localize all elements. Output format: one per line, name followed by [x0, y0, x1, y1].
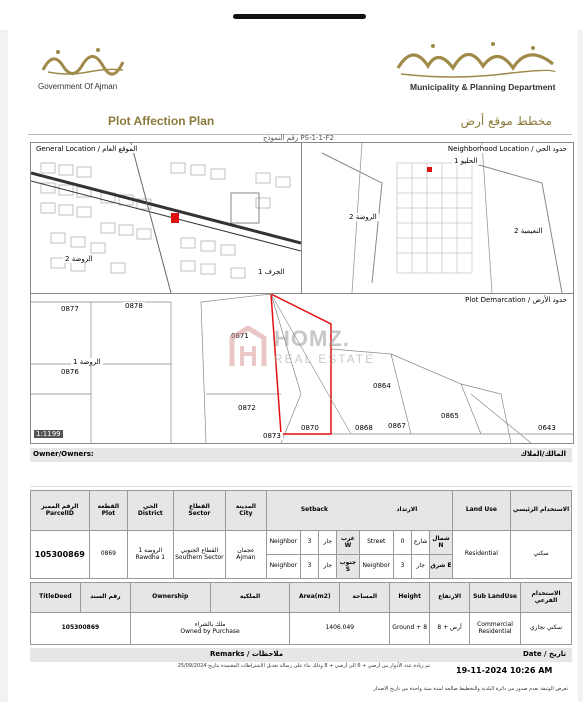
road-label: الروضة 2 — [65, 255, 93, 263]
plot-number-label: 0873 — [263, 432, 281, 440]
setback-cell: 3 — [300, 531, 318, 555]
government-label: Government Of Ajman — [38, 82, 118, 91]
titledeed-value: 105300869 — [31, 613, 131, 645]
plot-number-label: 0871 — [231, 332, 249, 340]
landuse-header-en: Land Use — [452, 491, 511, 531]
sublanduse-value-en: Commercial Residential — [470, 613, 521, 645]
status-area — [0, 0, 583, 30]
titledeed-header-ar: رقم السند — [80, 583, 130, 613]
city-value: عجمان Ajman — [226, 531, 266, 579]
parcel-header: الرقم المميز ParcelID — [31, 491, 90, 531]
validity-note: تعرض الوثيقة بعدم صدور من دائرة البلدية والتخطيط صالحة لمدة سنة واحدة من تاريخ الاصدار — [373, 686, 568, 692]
remarks-note: تم زيادة عدد الأدوار من أرضي + 6 الى أرضي + 8 وذلك بناء على رسالة تعديل الاشتراطات المعتمدة بتاريخ 25/09/2024 — [177, 663, 430, 669]
maps-panel — [30, 142, 574, 444]
setback-cell: شمال N — [430, 531, 452, 555]
date-label: Date / تاريخ — [522, 650, 566, 658]
sublanduse-header-ar: الاستخدام الفرعي — [521, 583, 572, 613]
landuse-value-en: Residential — [452, 531, 511, 579]
owner-value-row — [30, 464, 572, 487]
setback-cell: Neighbor — [266, 531, 300, 555]
deed-info-table — [30, 582, 572, 645]
watermark-sub: REAL ESTATE — [274, 352, 376, 366]
neighborhood-location-label: Neighborhood Location / حدود الحي — [447, 145, 567, 153]
height-value-en: Ground + 8 — [390, 613, 430, 645]
road-label: الحليو 1 — [454, 157, 478, 165]
setback-cell: غرب W — [337, 531, 359, 555]
neighborhood-plot-marker — [427, 167, 432, 172]
ownership-value: ملك بالشراء Owned by Purchase — [130, 613, 290, 645]
setback-cell: Neighbor — [266, 555, 300, 579]
neighborhood-map-drawing — [302, 143, 573, 293]
watermark-brand: HOMZ. — [274, 326, 350, 351]
setback-cell: شارع — [412, 531, 430, 555]
landuse-header-ar: الاستخدام الرئيسي — [511, 491, 572, 531]
general-location-map[interactable] — [31, 143, 302, 294]
general-plot-marker — [171, 213, 179, 223]
issue-date: 19-11-2024 10:26 AM — [456, 666, 553, 675]
form-number: رقم النموذج PS-1-1-F2 — [263, 134, 334, 142]
municipality-label: Municipality & Planning Department — [410, 82, 556, 92]
plot-number-label: 0867 — [388, 422, 406, 430]
road-label: النعيمية 2 — [514, 227, 543, 235]
setback-cell: شرق E — [430, 555, 452, 579]
plot-demarcation-label: Plot Demarcation / حدود الأرض — [465, 296, 567, 304]
ownership-header-en: Ownership — [130, 583, 210, 613]
titledeed-header-en: TitleDeed — [31, 583, 81, 613]
plot-value: 0869 — [89, 531, 127, 579]
map-scale: 1:1199 — [36, 430, 61, 438]
height-header-en: Height — [390, 583, 430, 613]
ownership-header-ar: الملكية — [210, 583, 290, 613]
owner-label-en: Owner/Owners: — [33, 450, 94, 458]
setback-cell: 3 — [300, 555, 318, 579]
height-header-ar: الارتفاع — [430, 583, 470, 613]
home-indicator[interactable] — [233, 14, 366, 19]
sector-header: القطاع Sector — [173, 491, 226, 531]
area-header-ar: المساحة — [340, 583, 390, 613]
document-body — [8, 30, 578, 702]
sublanduse-header-en: Sub LandUse — [470, 583, 521, 613]
homz-watermark — [228, 326, 418, 376]
plot-number-label: 0878 — [125, 302, 143, 310]
homz-logo-icon — [228, 326, 268, 370]
setback-cell: Street — [359, 531, 393, 555]
sector-value: القطاع الجنوبي Southern Sector — [173, 531, 226, 579]
title-arabic: مخطط موقع أرض — [460, 114, 552, 128]
setback-cell: جنوب S — [337, 555, 359, 579]
setback-header: Setback الارتداد — [266, 491, 452, 531]
area-header-en: Area(m2) — [290, 583, 340, 613]
landuse-value-ar: سكني — [511, 531, 572, 579]
plot-number-label: 0876 — [61, 368, 79, 376]
general-location-label: General Location / الموقع العام — [36, 145, 138, 153]
district-value: الروضة 1 Rawdha 1 — [128, 531, 174, 579]
parcel-id-value: 105300869 — [31, 531, 90, 579]
city-header: المدينة City — [226, 491, 266, 531]
plot-number-label: 0643 — [538, 424, 556, 432]
height-value-ar: أرض + 8 — [430, 613, 470, 645]
road-label: الجرف 1 — [258, 268, 285, 276]
sublanduse-value-ar: سكني تجاري — [521, 613, 572, 645]
remarks-label: Remarks / ملاحظات — [210, 650, 284, 658]
plot-number-label: 0870 — [301, 424, 319, 432]
plot-number-label: 0877 — [61, 305, 79, 313]
setback-cell: جار — [319, 555, 337, 579]
plot-number-label: 0865 — [441, 412, 459, 420]
setback-cell: جار — [319, 531, 337, 555]
neighborhood-location-map[interactable] — [302, 143, 573, 294]
owner-header — [30, 448, 572, 462]
road-label: الروضة 1 — [73, 358, 101, 366]
plot-info-table — [30, 490, 572, 579]
title-english: Plot Affection Plan — [108, 114, 215, 128]
setback-cell: جار — [412, 555, 430, 579]
plot-number-label: 0864 — [373, 382, 391, 390]
owner-label-ar: المالك/الملاك — [520, 450, 566, 458]
plot-number-label: 0868 — [355, 424, 373, 432]
setback-cell: 3 — [393, 555, 411, 579]
area-value: 1406.049 — [290, 613, 390, 645]
road-label: الروضة 2 — [349, 213, 377, 221]
setback-cell: 0 — [393, 531, 411, 555]
district-header: الحي District — [128, 491, 174, 531]
plot-number-label: 0872 — [238, 404, 256, 412]
plot-header: القطعة Plot — [89, 491, 127, 531]
setback-cell: Neighbor — [359, 555, 393, 579]
remarks-header — [30, 648, 572, 662]
